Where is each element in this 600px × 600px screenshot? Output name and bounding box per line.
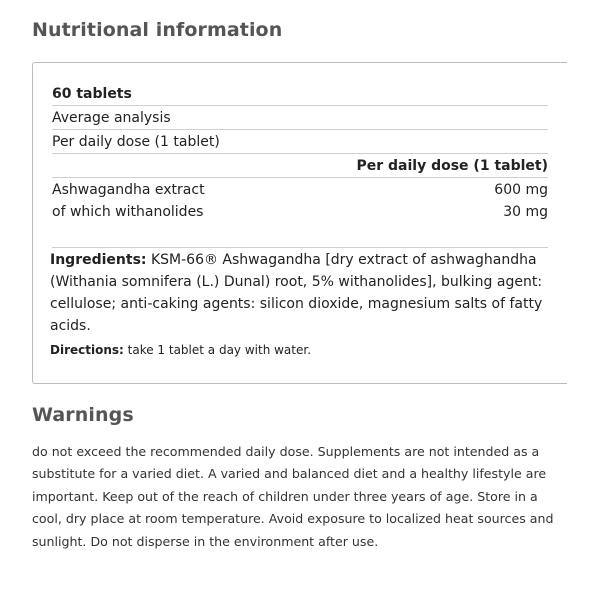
- nutrition-table-box: [32, 62, 567, 384]
- table-row: [52, 203, 548, 221]
- nutrient-name: of which withanolides: [52, 204, 204, 220]
- per-daily-dose-column-header: Per daily dose (1 tablet): [356, 158, 548, 174]
- directions-text: take 1 tablet a day with water.: [123, 343, 312, 357]
- ingredients-label: Ingredients:: [50, 252, 147, 268]
- per-daily-dose-label: Per daily dose (1 tablet): [52, 134, 220, 150]
- divider: [52, 129, 548, 130]
- ingredients-text: KSM-66® Ashwagandha [dry extract of ashwaghandha (Withania somnifera (L.) Dunal) root, 5% withanolides], bulking agent: cellulose; anti-caking agents: silicon dioxide, magnesium salts of fatty acids.: [50, 252, 543, 334]
- table-row: [52, 181, 548, 199]
- average-analysis-label: Average analysis: [52, 110, 171, 126]
- ingredients-paragraph: [50, 249, 550, 337]
- pack-size-label: 60 tablets: [52, 86, 132, 102]
- divider: [52, 153, 548, 154]
- warnings-heading: Warnings: [32, 404, 134, 426]
- nutrition-heading: Nutritional information: [32, 19, 283, 41]
- divider: [52, 177, 548, 178]
- divider: [52, 105, 548, 106]
- nutrient-value: 30 mg: [503, 204, 548, 220]
- warnings-text: do not exceed the recommended daily dose. Supplements are not intended as a substitute for a varied diet. A varied and balanced diet and a healthy lifestyle are important. Keep out of the reach of children under three years of age. Store in a cool, dry place at room temperature. Avoid exposure to localized heat sources and sunlight. Do not disperse in the environment after use.: [32, 444, 554, 549]
- nutrient-name: Ashwagandha extract: [52, 182, 205, 198]
- nutrient-value: 600 mg: [494, 182, 548, 198]
- directions-label: Directions:: [50, 343, 124, 357]
- divider: [52, 247, 548, 248]
- directions-paragraph: [50, 342, 550, 358]
